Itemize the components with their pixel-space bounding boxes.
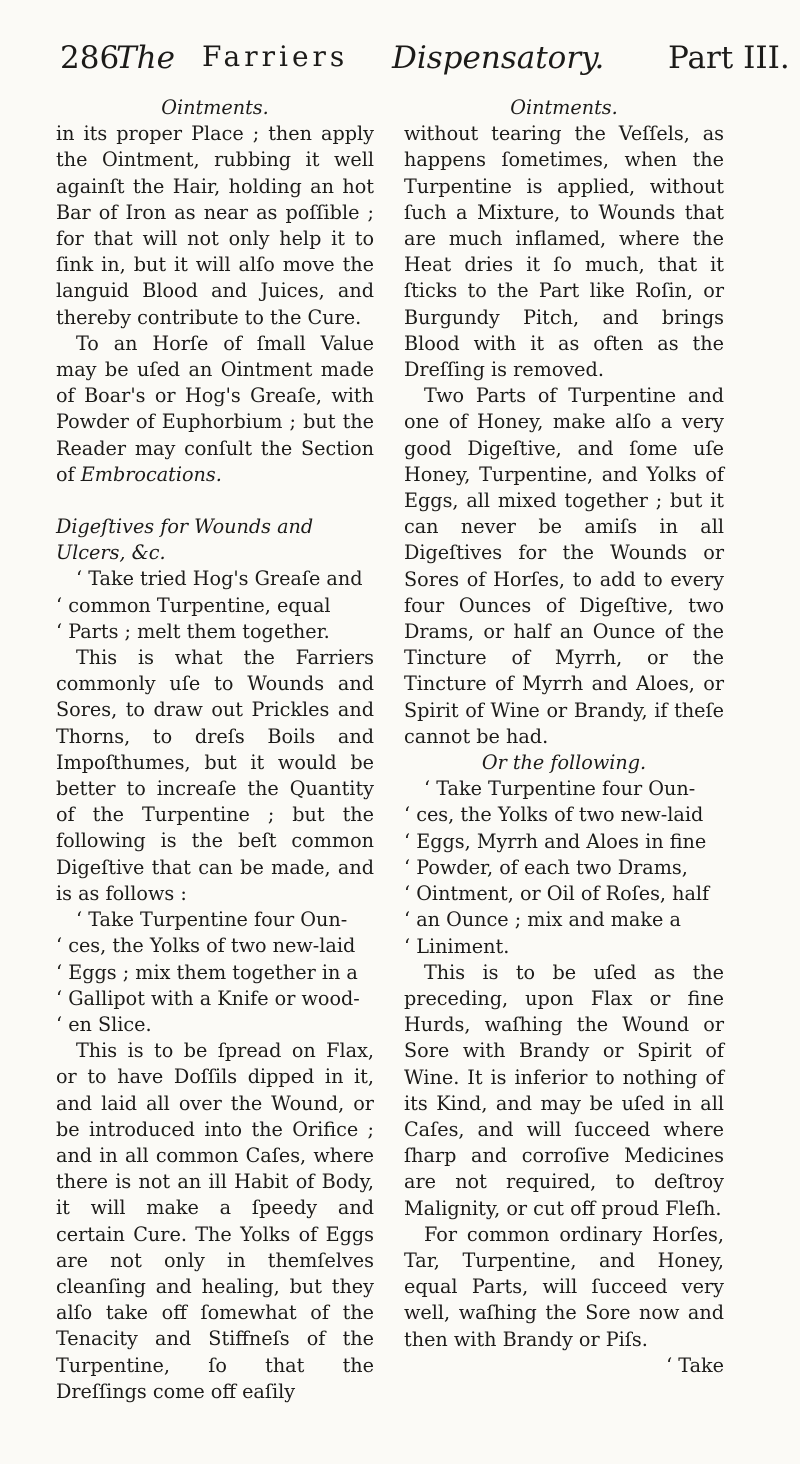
recipe-line: ‘ Eggs ; mix them together in a <box>56 960 358 984</box>
recipe-line: ‘ Parts ; melt them together. <box>56 619 330 643</box>
right-paragraph-3: This is to be uſed as the preceding, upon Flax or fine Hurds, waſhing the Wound or Sore with Brandy or Spirit of Wine. It is inferior to nothing of its Kind, and may be uſed in all Caſes, and will ſucceed where ſharp and corroſive Medicines are not required, to deſtroy Malignity, or cut off proud Fleſh. <box>404 960 724 1220</box>
recipe-line: ‘ Ointment, or Oil of Roſes, half <box>404 882 710 906</box>
recipe-line: ‘ Gallipot with a Knife or wood- <box>56 986 360 1010</box>
right-subheading: Or the following. <box>481 751 647 775</box>
header-title-the: The <box>116 40 175 76</box>
recipe-2 <box>56 907 374 1038</box>
recipe-line: ‘ Eggs, Myrrh and Aloes in fine <box>404 829 707 853</box>
recipe-line: ‘ ces, the Yolks of two new-laid <box>56 934 356 958</box>
running-head-left: Ointments. <box>161 96 269 119</box>
recipe-3 <box>404 776 724 959</box>
left-paragraph-1: in its proper Place ; then apply the Ointment, rubbing it well againſt the Hair, holding an hot Bar of Iron as near as poſſible ; for that will not only help it to ſink in, but it will alſo move the languid Blood and Juices, and thereby contribute to the Cure. <box>56 122 374 329</box>
recipe-line: ‘ Take tried Hog's Greaſe and <box>76 567 363 591</box>
recipe-line: ‘ en Slice. <box>56 1012 152 1036</box>
header-title-dispensatory: Dispensatory. <box>392 40 605 76</box>
header-title-farriers: Farriers <box>202 40 349 73</box>
recipe-line: ‘ Liniment. <box>404 934 510 958</box>
left-paragraph-3: This is what the Farriers commonly uſe to Wounds and Sores, to draw out Prickles and Thorns, to dreſs Boils and Impoſthumes, but it would be better to increaſe the Quantity of the Turpentine ; but the following is the beſt common Digeſtive that can be made, and is as follows : <box>56 646 374 905</box>
left-paragraph-2-text: To an Horſe of ſmall Value may be uſed an Ointment made of Boar's or Hog's Greaſe, with Powder of Euphorbium ; but the Reader may conſult the Section of <box>56 331 374 486</box>
recipe-line: ‘ Powder, of each two Drams, <box>404 855 688 879</box>
left-paragraph-2 <box>56 331 374 488</box>
recipe-1 <box>56 566 374 645</box>
right-paragraph-1: without tearing the Veſſels, as happens ſometimes, when the Turpentine is applied, without ſuch a Mixture, to Wounds that are much inflamed, where the Heat dries it ſo much, that it ſticks to the Part like Roſin, or Burgundy Pitch, and brings Blood with it as often as the Dreſſing is removed. <box>404 122 724 382</box>
right-paragraph-2: Two Parts of Turpentine and one of Honey, make alſo a very good Digeſtive, and ſome uſe Honey, Turpentine, and Yolks of Eggs, all mixed together ; but it can never be amiſs in all Digeſtives for the Wounds or Sores of Horſes, to add to every four Ounces of Digeſtive, two Drams, or half an Ounce of the Tincture of Myrrh, or the Tincture of Myrrh and Aloes, or Spirit of Wine or Brandy, if theſe cannot be had. <box>404 384 724 748</box>
recipe-line: ‘ common Turpentine, equal <box>56 593 331 617</box>
recipe-line: ‘ an Ounce ; mix and make a <box>404 908 681 932</box>
recipe-line: ‘ ces, the Yolks of two new-laid <box>404 803 704 827</box>
header-part: Part III. <box>668 40 790 76</box>
page-header <box>60 40 800 90</box>
right-column <box>404 95 724 1379</box>
left-paragraph-4: This is to be ſpread on Flax, or to have Doſſils dipped in it, and laid all over the Wound, or be introduced into the Orifice ; and in all common Caſes, where there is not an ill Habit of Body, it will make a ſpeedy and certain Cure. The Yolks of Eggs are not only in themſelves cleanſing and healing, but they alſo take off ſomewhat of the Tenacity and Stiffneſs of the Turpentine, ſo that the Dreſſings come off eaſily <box>56 1039 374 1403</box>
recipe-line: ‘ Take Turpentine four Oun- <box>424 777 696 801</box>
recipe-line: ‘ Take Turpentine four Oun- <box>76 908 348 932</box>
left-column <box>56 95 374 1405</box>
left-paragraph-2-italic: Embrocations. <box>80 462 222 486</box>
running-head-right: Ointments. <box>510 96 618 119</box>
left-subheading: Digeſtives for Wounds and Ulcers, &c. <box>56 515 314 565</box>
catchword: ‘ Take <box>666 1353 724 1377</box>
right-paragraph-4: For common ordinary Horſes, Tar, Turpentine, and Honey, equal Parts, will ſucceed very well, waſhing the Sore now and then with Brandy or Piſs. <box>404 1222 724 1351</box>
page-number: 286 <box>60 40 120 76</box>
